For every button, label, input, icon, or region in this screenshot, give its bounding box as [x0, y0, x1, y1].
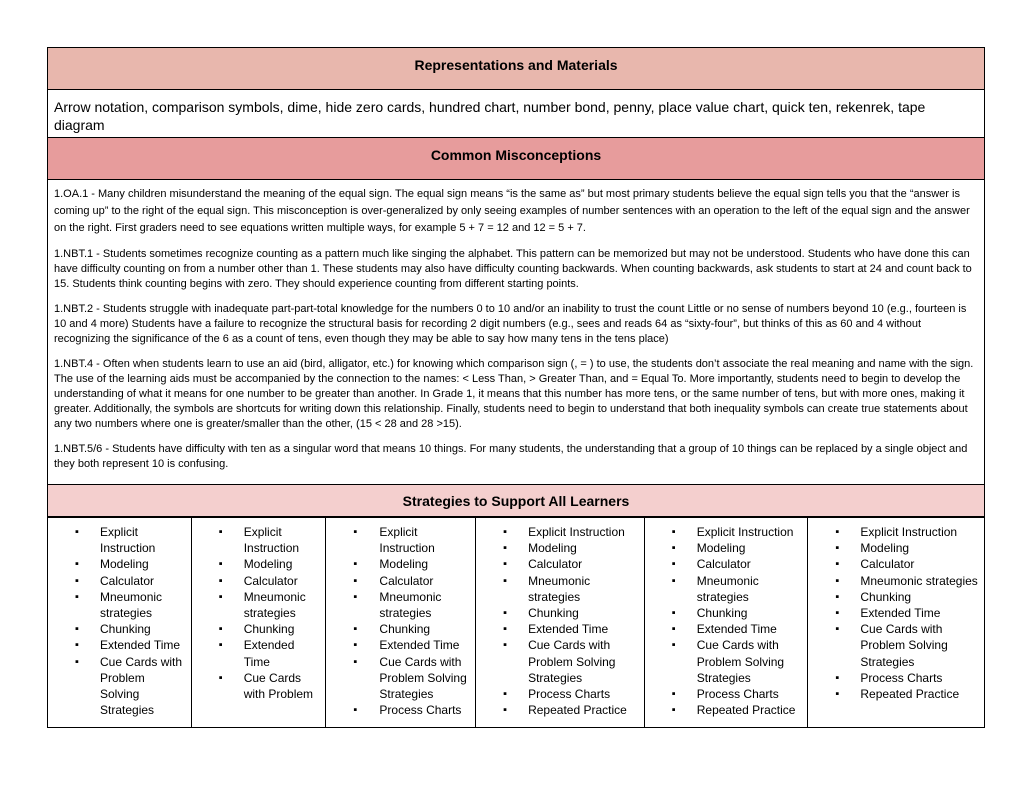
- misconception-paragraph: 1.NBT.1 - Students sometimes recognize counting as a pattern much like singing the alphabet. This pattern can be memorized but may not be understood. Students who have done this can have difficulty counting on from a number other than 1. These students may also have difficulty counting backwards. When counting backwards, ask students to start at 24 and count back to 15. Students think counting begins with zero. They should experience counting from different starting points.: [54, 248, 972, 290]
- strategy-list-item: ▪ Mneumonic strategies: [326, 589, 475, 621]
- strategy-list-item: ▪ Chunking: [48, 621, 191, 637]
- strategy-list-item: ▪ Calculator: [326, 573, 475, 589]
- strategy-list-item: ▪ Cue Cards with Problem Solving Strategies: [808, 621, 984, 670]
- strategy-list-item: ▪ Cue Cards with Problem Solving Strategies: [326, 654, 475, 703]
- representations-header: Representations and Materials: [48, 48, 984, 90]
- strategy-list-item: ▪ Repeated Practice: [808, 686, 984, 702]
- strategy-list-item: ▪ Explicit Instruction: [48, 524, 191, 556]
- strategy-list-item: ▪ Chunking: [808, 589, 984, 605]
- strategy-list-item: ▪ Calculator: [476, 556, 644, 572]
- strategy-list-item: ▪ Repeated Practice: [645, 702, 808, 718]
- strategy-column-1: [48, 518, 192, 727]
- strategy-list-item: ▪ Calculator: [808, 556, 984, 572]
- strategy-list-item: ▪ Calculator: [48, 573, 191, 589]
- strategy-list-item: ▪ Chunking: [326, 621, 475, 637]
- strategy-list-item: ▪ Calculator: [645, 556, 808, 572]
- strategy-list-item: ▪ Extended Time: [645, 621, 808, 637]
- strategy-list-item: ▪ Mneumonic strategies: [476, 573, 644, 605]
- strategy-list-item: ▪ Explicit Instruction: [476, 524, 644, 540]
- strategy-list-item: ▪ Mneumonic strategies: [48, 589, 191, 621]
- strategy-list-item: ▪ Extended Time: [48, 637, 191, 653]
- strategy-column-5: [645, 518, 809, 727]
- strategy-list-item: ▪ Repeated Practice: [476, 702, 644, 718]
- strategy-list-item: ▪ Explicit Instruction: [192, 524, 326, 556]
- strategy-list-item: ▪ Chunking: [192, 621, 326, 637]
- strategy-list-item: ▪ Extended Time: [192, 637, 326, 669]
- strategy-list-item: ▪ Modeling: [192, 556, 326, 572]
- strategies-columns: [48, 517, 984, 727]
- strategies-header: Strategies to Support All Learners: [48, 484, 984, 517]
- strategy-column-6: [808, 518, 984, 727]
- misconception-paragraph: 1.NBT.4 - Often when students learn to use an aid (bird, alligator, etc.) for knowing which comparison sign (, = ) to use, the students don’t associate the real meaning and name with the sign. The use of the learning aids must be accompanied by the connection to the names: < Less Than, > Greater Than, and = Equal To. More importantly, students need to begin to develop the understanding of what it means for one number to be greater than another. In Grade 1, it means that this number has more tens, or the same number of tens, but with more ones, making it greater. Additionally, the symbols are shortcuts for writing down this relationship. Finally, students need to begin to understand that both inequality symbols can create true statements about any two numbers where one is greater/smaller than the other, (15 < 28 and 28 >15).: [54, 358, 974, 430]
- strategy-list-item: ▪ Process Charts: [326, 702, 475, 718]
- strategy-list-item: ▪ Explicit Instruction: [326, 524, 475, 556]
- strategy-list-item: ▪ Chunking: [645, 605, 808, 621]
- strategy-list-item: ▪ Modeling: [48, 556, 191, 572]
- strategy-list-item: ▪ Process Charts: [808, 670, 984, 686]
- strategy-list-item: ▪ Modeling: [326, 556, 475, 572]
- strategy-list-item: ▪ Cue Cards with Problem: [192, 670, 326, 702]
- strategy-list-item: ▪ Mneumonic strategies: [808, 573, 984, 589]
- strategy-list-item: ▪ Extended Time: [326, 637, 475, 653]
- misconception-paragraph: 1.NBT.2 - Students struggle with inadequate part-part-total knowledge for the numbers 0 to 10 and/or an inability to trust the count Little or no sense of numbers beyond 10 (e.g., fourteen is 10 and 4 more) Students have a failure to recognize the structural basis for recording 2 digit numbers (e.g., sees and reads 64 as “sixty-four”, but thinks of this as 60 and 4 without recognizing the significance of the 6 as a count of tens, even though they may be able to say how many tens in the tens place): [54, 303, 967, 345]
- strategy-list-item: ▪ Process Charts: [476, 686, 644, 702]
- strategy-list-item: ▪ Modeling: [476, 540, 644, 556]
- strategy-list-item: ▪ Modeling: [645, 540, 808, 556]
- strategy-list-item: ▪ Extended Time: [476, 621, 644, 637]
- strategy-list-item: ▪ Mneumonic strategies: [645, 573, 808, 605]
- strategy-list-item: ▪ Cue Cards with Problem Solving Strategies: [645, 637, 808, 686]
- strategy-list-item: ▪ Cue Cards with Problem Solving Strategies: [48, 654, 191, 719]
- strategy-list-item: ▪ Mneumonic strategies: [192, 589, 326, 621]
- strategy-list-item: ▪ Extended Time: [808, 605, 984, 621]
- document-table: [47, 47, 985, 728]
- strategy-list-item: ▪ Modeling: [808, 540, 984, 556]
- strategy-column-2: [192, 518, 327, 727]
- representations-text: Arrow notation, comparison symbols, dime, hide zero cards, hundred chart, number bond, penny, place value chart, quick ten, rekenrek, tape diagram: [48, 90, 984, 138]
- misconception-paragraph: 1.OA.1 - Many children misunderstand the meaning of the equal sign. The equal sign means “is the same as” but most primary students believe the equal sign tells you that the “answer is coming up” to the right of the equal sign. This misconception is over-generalized by only seeing examples of number sentences with an operation to the left of the equal sign and the answer on the right. First graders need to see equations written multiple ways, for example 5 + 7 = 12 and 12 = 5 + 7.: [54, 188, 970, 234]
- misconceptions-body: [48, 180, 984, 484]
- strategy-column-3: [326, 518, 476, 727]
- misconceptions-header: Common Misconceptions: [48, 138, 984, 180]
- strategy-list-item: ▪ Explicit Instruction: [645, 524, 808, 540]
- strategy-list-item: ▪ Chunking: [476, 605, 644, 621]
- misconception-paragraph: 1.NBT.5/6 - Students have difficulty with ten as a singular word that means 10 things. For many students, the understanding that a group of 10 things can be replaced by a single object and they both represent 10 is confusing.: [54, 443, 968, 470]
- strategy-list-item: ▪ Cue Cards with Problem Solving Strategies: [476, 637, 644, 686]
- strategy-list-item: ▪ Calculator: [192, 573, 326, 589]
- strategy-column-4: [476, 518, 645, 727]
- strategy-list-item: ▪ Process Charts: [645, 686, 808, 702]
- strategy-list-item: ▪ Explicit Instruction: [808, 524, 984, 540]
